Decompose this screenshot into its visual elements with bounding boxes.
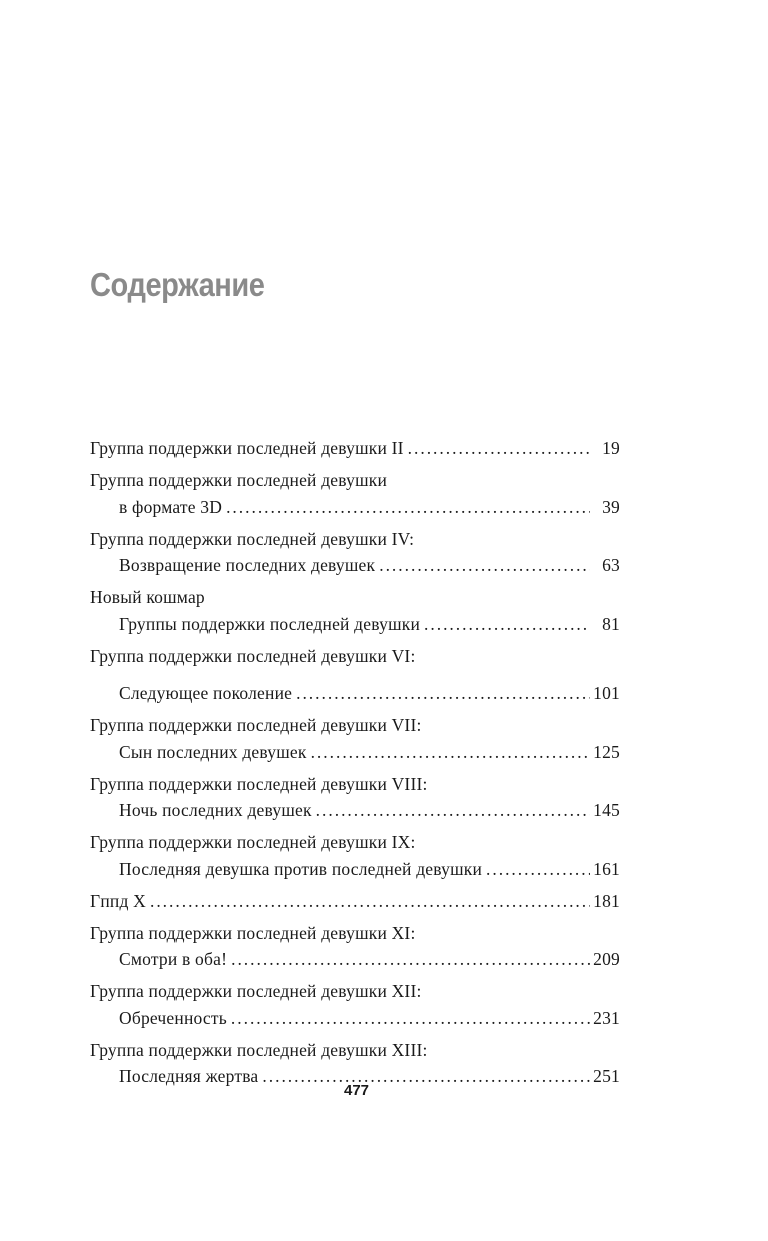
toc-entry-title: Группа поддержки последней девушки VIII: [90, 773, 428, 794]
dot-leader [404, 435, 590, 462]
dot-leader [375, 552, 590, 579]
dot-leader [307, 739, 590, 766]
toc-page-number: 209 [593, 949, 620, 969]
toc-entry[interactable] [90, 771, 620, 824]
toc-entry-title: Группа поддержки последней девушки IV: [90, 528, 415, 549]
dot-leader [292, 680, 590, 707]
toc-page-number: 145 [593, 800, 620, 820]
toc-entry-subtitle: Обреченность [119, 1007, 227, 1028]
table-of-contents [90, 435, 620, 1095]
toc-page-number: 39 [602, 496, 620, 517]
toc-page-number: 81 [602, 613, 620, 634]
dot-leader [146, 888, 590, 915]
toc-entry-subtitle: Следующее поколение [119, 683, 293, 703]
toc-entry-subtitle: Ночь последних девушек [119, 800, 312, 820]
toc-entry-subtitle: Последняя девушка против последней девушки [119, 858, 483, 879]
toc-page-number: 251 [593, 1066, 620, 1086]
toc-entry-subtitle: Смотри в оба! [119, 949, 228, 969]
dot-leader [482, 856, 590, 883]
toc-entry-subtitle: Группы поддержки последней девушки [119, 613, 421, 634]
page-number: 477 [343, 1082, 370, 1099]
toc-entry-subtitle: Возвращение последних девушек [119, 555, 376, 575]
toc-entry-title: Группа поддержки последней девушки VII: [90, 715, 422, 735]
toc-page-number: 125 [593, 741, 620, 762]
toc-entry[interactable] [90, 643, 620, 707]
toc-page-number: 231 [593, 1007, 620, 1028]
toc-page-number: 63 [602, 555, 620, 575]
toc-entry[interactable] [90, 978, 620, 1031]
toc-entry[interactable] [90, 829, 620, 882]
page-title: Содержание [90, 266, 265, 303]
toc-entry[interactable] [90, 435, 620, 462]
toc-entry-title: Группа поддержки последней девушки XI: [90, 922, 416, 943]
toc-entry-title: Группа поддержки последней девушки II [90, 438, 404, 458]
toc-entry-title: Группа поддержки последней девушки XIII: [90, 1039, 428, 1060]
toc-page-number: 19 [602, 438, 620, 458]
toc-entry-title: Группа поддержки последней девушки VI: [90, 645, 416, 666]
toc-entry-title: Группа поддержки последней девушки [90, 470, 388, 490]
toc-page-number: 161 [593, 858, 620, 879]
toc-entry-title: Группа поддержки последней девушки IX: [90, 832, 416, 852]
toc-page-number: 181 [593, 890, 620, 911]
toc-entry[interactable] [90, 712, 620, 765]
toc-entry-subtitle: в формате 3D [119, 496, 223, 517]
toc-entry-title: Группа поддержки последней девушки XII: [90, 981, 422, 1001]
toc-entry-subtitle: Последняя жертва [119, 1066, 259, 1086]
dot-leader [420, 611, 590, 638]
dot-leader [227, 1005, 590, 1032]
toc-page-number: 101 [593, 683, 620, 703]
toc-entry-subtitle: Сын последних девушек [119, 741, 307, 762]
toc-entry[interactable] [90, 467, 620, 520]
toc-entry[interactable] [90, 920, 620, 973]
toc-entry[interactable] [90, 584, 620, 637]
toc-entry-title: Новый кошмар [90, 587, 205, 607]
dot-leader [222, 494, 590, 521]
dot-leader [227, 946, 590, 973]
toc-entry[interactable] [90, 888, 620, 915]
toc-entry[interactable] [90, 526, 620, 579]
toc-entry-title: Гппд X [90, 890, 146, 911]
dot-leader [312, 797, 590, 824]
